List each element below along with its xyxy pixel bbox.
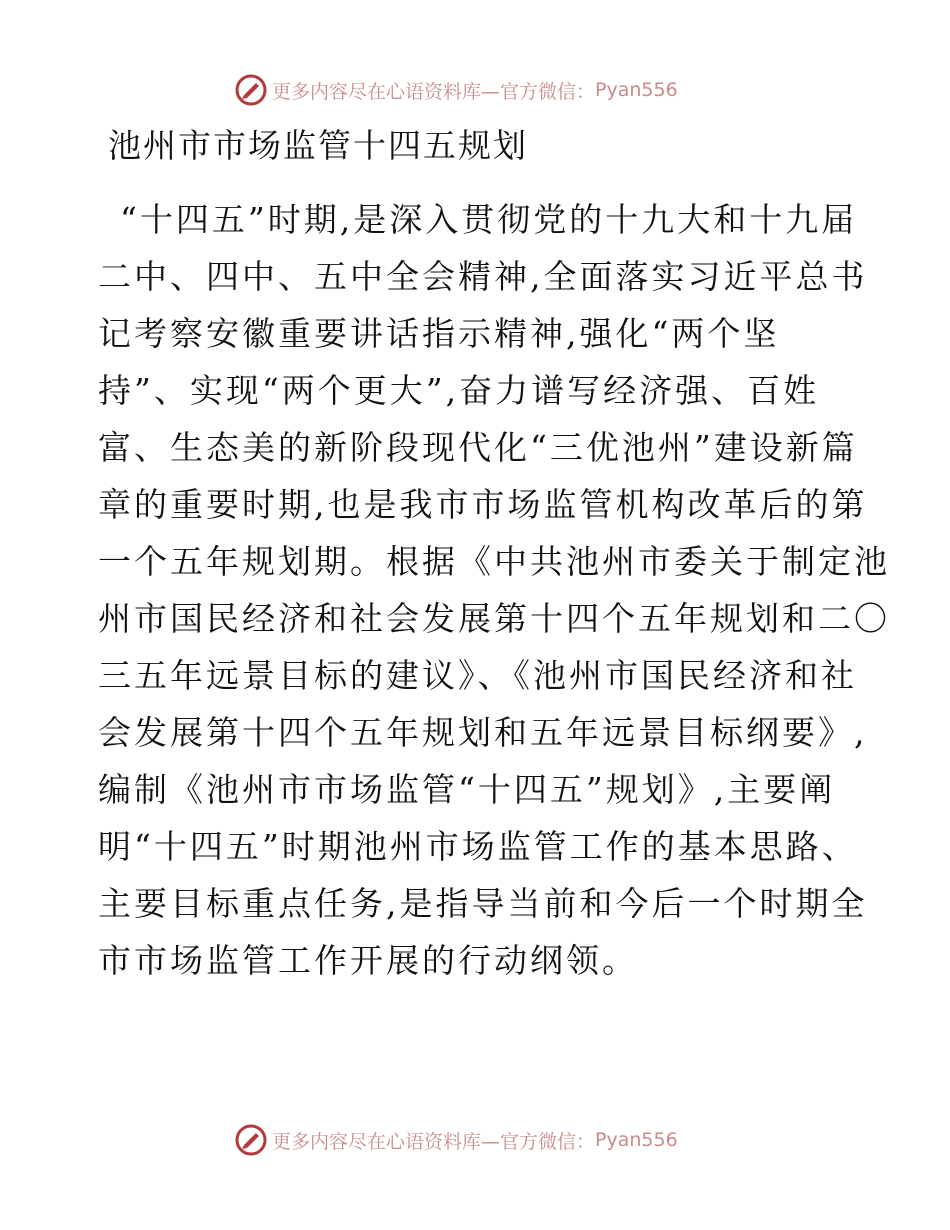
paragraph-line: 一个五年规划期。根据《中共池州市委关于制定池 [98, 542, 890, 581]
paragraph-line: 会发展第十四个五年规划和五年远景目标纲要》, [98, 713, 868, 752]
paragraph-line: 编制《池州市市场监管“十四五”规划》,主要阐 [98, 770, 836, 809]
paragraph-line: 章的重要时期,也是我市市场监管机构改革后的第 [98, 485, 868, 524]
watermark-banner-bottom [234, 1123, 678, 1157]
pen-badge-icon [234, 73, 268, 107]
watermark-banner-top [234, 73, 678, 107]
paragraph-line: 富、生态美的新阶段现代化“三优池州”建设新篇 [98, 428, 858, 467]
paragraph-line: 州市国民经济和社会发展第十四个五年规划和二〇 [98, 599, 890, 638]
paragraph-line: 二中、四中、五中全会精神,全面落实习近平总书 [98, 257, 868, 296]
watermark-text: 更多内容尽在心语资料库—官方微信： [272, 1130, 596, 1153]
paragraph-line: 三五年远景目标的建议》、《池州市国民经济和社 [98, 656, 857, 695]
watermark-text: 更多内容尽在心语资料库—官方微信： [272, 80, 596, 103]
watermark-handle: Pyan556 [595, 79, 678, 101]
paragraph-line: 明“十四五”时期池州市场监管工作的基本思路、 [98, 827, 858, 866]
document-title: 池州市市场监管十四五规划 [108, 126, 528, 165]
paragraph-line: 持”、实现“两个更大”,奋力谱写经济强、百姓 [98, 371, 820, 410]
paragraph-line: 记考察安徽重要讲话指示精神,强化“两个坚 [98, 314, 780, 353]
pen-badge-icon [234, 1123, 268, 1157]
paragraph-line: “十四五”时期,是深入贯彻党的十九大和十九届 [120, 200, 858, 239]
paragraph-line: 主要目标重点任务,是指导当前和今后一个时期全 [98, 884, 868, 923]
paragraph-line: 市市场监管工作开展的行动纲领。 [98, 941, 638, 980]
watermark-handle: Pyan556 [595, 1129, 678, 1151]
